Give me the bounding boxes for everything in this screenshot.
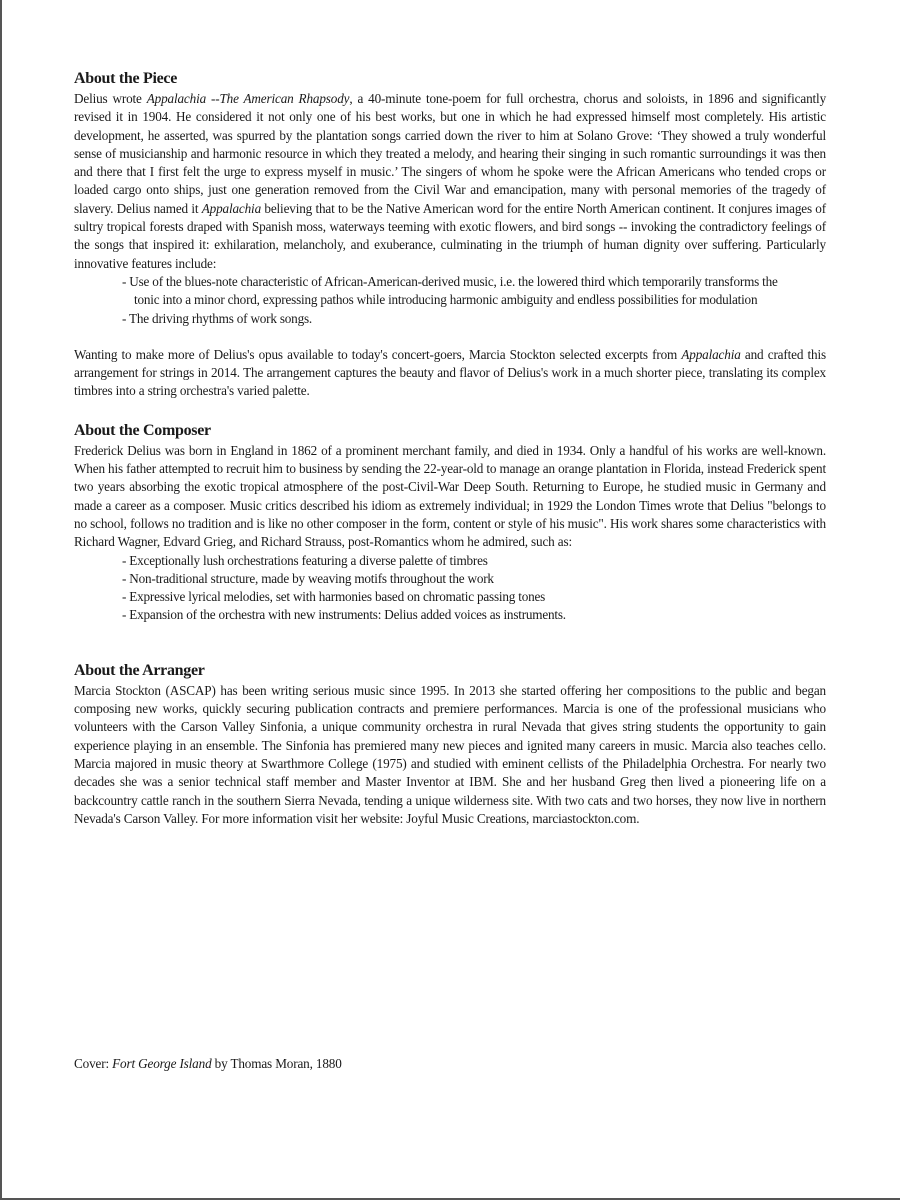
arranger-paragraph: Marcia Stockton (ASCAP) has been writing serious music since 1995. In 2013 she started offering her compositions to the public and began composing new works, quickly securing publication contracts and premiere performances. Marcia is one of the professional musicians who volunteers with the Carson Valley Sinfonia, a unique community orchestra in rural Nevada that gives string students the opportunity to gain experience playing in an ensemble. The Sinfonia has premiered many new pieces and ignited many careers in music. Marcia also teaches cello. Marcia majored in music theory at Swarthmore College (1975) and studied with eminent cellists of the Philadelphia Orchestra. For nearly two decades she was a senior technical staff member and Master Inventor at IBM. She and her husband Greg then lived a pioneering life on a backcountry cattle ranch in the southern Sierra Nevada, tending a unique wilderness site. With two cats and two horses, they now live in northern Nevada's Carson Valley. For more information visit her website: Joyful Music Creations, marciastockton.com. xyxy=(74,682,826,826)
composer-paragraph: Frederick Delius was born in England in 1862 of a prominent merchant family, and died in 1934. Only a handful of his works are well-known. When his father attempted to recruit him to business by sending the 22-year-old to manage an orange plantation in Florida, instead Frederick spent two years absorbing the exotic tropical atmosphere of the post-Civil-War Deep South. Returning to Europe, he studied music in Germany and made a career as a composer. Music critics described his idiom as extremely individual; in 1929 the London Times wrote that Delius "belongs to no school, follows no tradition and is like no other composer in the form, content or style of his music". His work shares some characteristics with Richard Wagner, Edvard Grieg, and Richard Strauss, post-Romantics whom he admired, such as: xyxy=(74,442,826,550)
list-item: - Expansion of the orchestra with new instruments: Delius added voices as instruments. xyxy=(122,607,566,623)
heading-about-the-piece: About the Piece xyxy=(74,70,178,87)
heading-about-the-composer: About the Composer xyxy=(74,421,211,439)
composer-characteristics-list xyxy=(74,552,792,625)
section-about-the-composer xyxy=(74,420,826,625)
work-title: Appalachia xyxy=(681,346,741,362)
work-title: Appalachia --The American Rhapsody xyxy=(146,91,350,106)
piece-feature-list xyxy=(74,273,792,328)
heading-about-the-arranger: About the Arranger xyxy=(74,661,205,679)
list-item: - Use of the blues-note characteristic of African-American-derived music, i.e. the lowered third which temporarily transforms the tonic into a minor chord, expressing pathos while introducing harmonic ambiguity and endless possibilities for modulation xyxy=(122,273,778,308)
piece-paragraph-1: Delius wrote Appalachia --The American Rhapsody, a 40-minute tone-poem for full orchestra, chorus and soloists, in 1896 and significantly revised it in 1904. He considered it not only one of his best works, but one in which he had expressed himself most completely. His artistic development, he asserted, was spurred by the plantation songs carried down the river to him at Solano Grove: ‘They showed a truly wonderful sense of musicianship and harmonic resource in which they treated a melody, and hearing their singing in such romantic surroundings it was then and there that I first felt the urge to express myself in music.’ The singers of whom he spoke were the African Americans who tended crops or loaded cargo onto ships, just one generation removed from the Civil War and emancipation, many with personal memories of the tragedy of slavery. Delius named it Appalachia believing that to be the Native American word for the entire North American continent. It conjures images of sultry tropical forests draped with Spanish moss, waterways teeming with exotic flowers, and bird songs -- invoking the contradictory feelings of the songs that inspired it: exhilaration, melancholy, and exuberance, culminating in the triumph of human dignity over suffering. Particularly innovative features include: xyxy=(74,91,827,271)
section-about-the-arranger xyxy=(74,660,826,828)
work-title: Appalachia xyxy=(201,200,262,216)
cover-title: Fort George Island xyxy=(112,1056,212,1071)
list-item: - Non-traditional structure, made by weaving motifs throughout the work xyxy=(122,570,494,586)
list-item: - Exceptionally lush orchestrations featuring a diverse palette of timbres xyxy=(122,552,488,568)
piece-paragraph-2: Wanting to make more of Delius's opus available to today's concert-goers, Marcia Stockton selected excerpts from Appalachia and crafted this arrangement for strings in 2014. The arrangement captures the beauty and flavor of Delius's work in a much shorter piece, translating its complex timbres into a string orchestra's varied palette. xyxy=(74,346,826,399)
document-body xyxy=(74,68,826,828)
cover-credit: Cover: Fort George Island by Thomas Moran, 1880 xyxy=(74,1056,342,1071)
list-item: - The driving rhythms of work songs. xyxy=(122,310,312,326)
list-item: - Expressive lyrical melodies, set with harmonies based on chromatic passing tones xyxy=(122,589,546,605)
page-left-edge xyxy=(0,0,2,1200)
section-about-the-piece xyxy=(74,68,826,401)
